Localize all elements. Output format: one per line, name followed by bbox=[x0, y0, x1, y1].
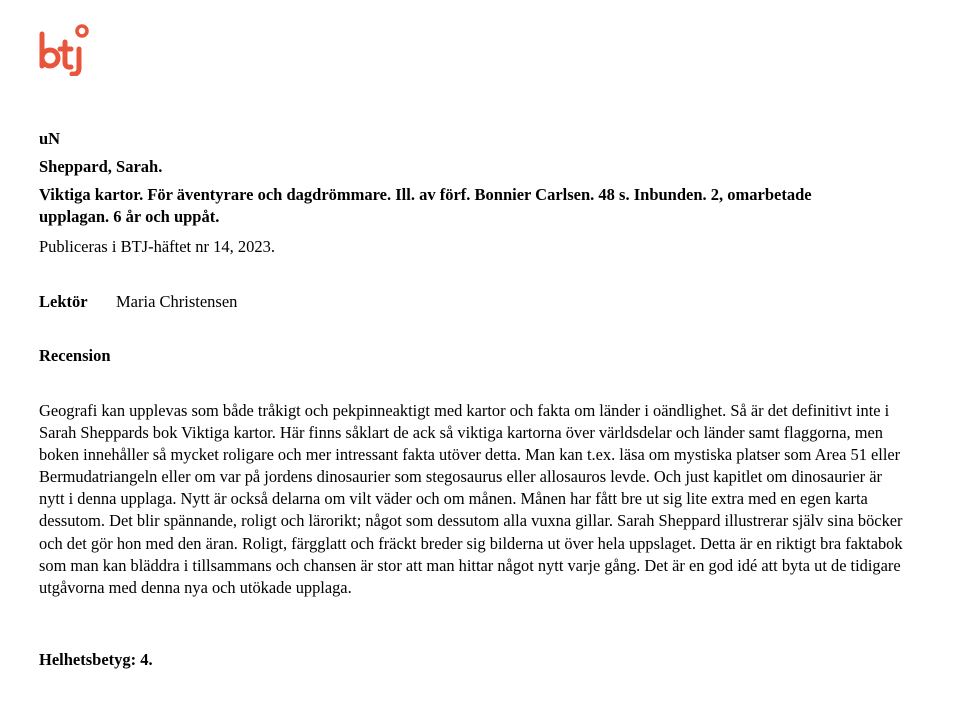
review-body: Geografi kan upplevas som både tråkigt och pekpinneaktigt med kartor och fakta om länder i oändlighet. Så är det definitivt inte i Sarah Sheppards bok Viktiga kartor. Här finns såklart de ack så viktiga kartorna över världsdelar och länder samt flaggorna, men boken innehåller så mycket roligare och mer intressant fakta utöver detta. Man kan t.ex. läsa om mystiska platser som Area 51 eller Bermudatriangeln eller om var på jordens dinosaurier som stegosaurus eller allosauros levde. Och just kapitlet om dinosaurier är nytt i denna upplaga. Nytt är också delarna om vilt väder och om månen. Månen har fått bre ut sig lite extra med en egen karta dessutom. Det blir spännande, roligt och lärorikt; något som dessutom alla vuxna gillar. Sarah Sheppard illustrerar själv sina böcker och det gör hon med den äran. Roligt, färgglatt och fräckt breder sig bilderna ut över hela uppslaget. Detta är en riktigt bra faktabok som man kan bläddra i tillsammans och chansen är stor att man hittar något nytt varje gång. Det är en god idé att byta ut de tidigare utgåvorna med denna nya och utökade upplaga. bbox=[39, 401, 903, 597]
book-title-details: Viktiga kartor. För äventyrare och dagdrömmare. Ill. av förf. Bonnier Carlsen. 48 s. Inbunden. 2, omarbetade upplagan. 6 år och uppåt. bbox=[39, 185, 812, 226]
overall-rating: Helhetsbetyg: 4. bbox=[39, 650, 153, 669]
btj-logo bbox=[38, 20, 90, 76]
publication-note: Publiceras i BTJ-häftet nr 14, 2023. bbox=[39, 237, 275, 256]
lektor-row bbox=[39, 292, 237, 312]
author-name: Sheppard, Sarah. bbox=[39, 157, 163, 176]
classification-code: uN bbox=[39, 129, 61, 148]
lektor-label: Lektör bbox=[39, 292, 88, 311]
recension-heading: Recension bbox=[39, 346, 111, 365]
lektor-name: Maria Christensen bbox=[116, 292, 238, 311]
